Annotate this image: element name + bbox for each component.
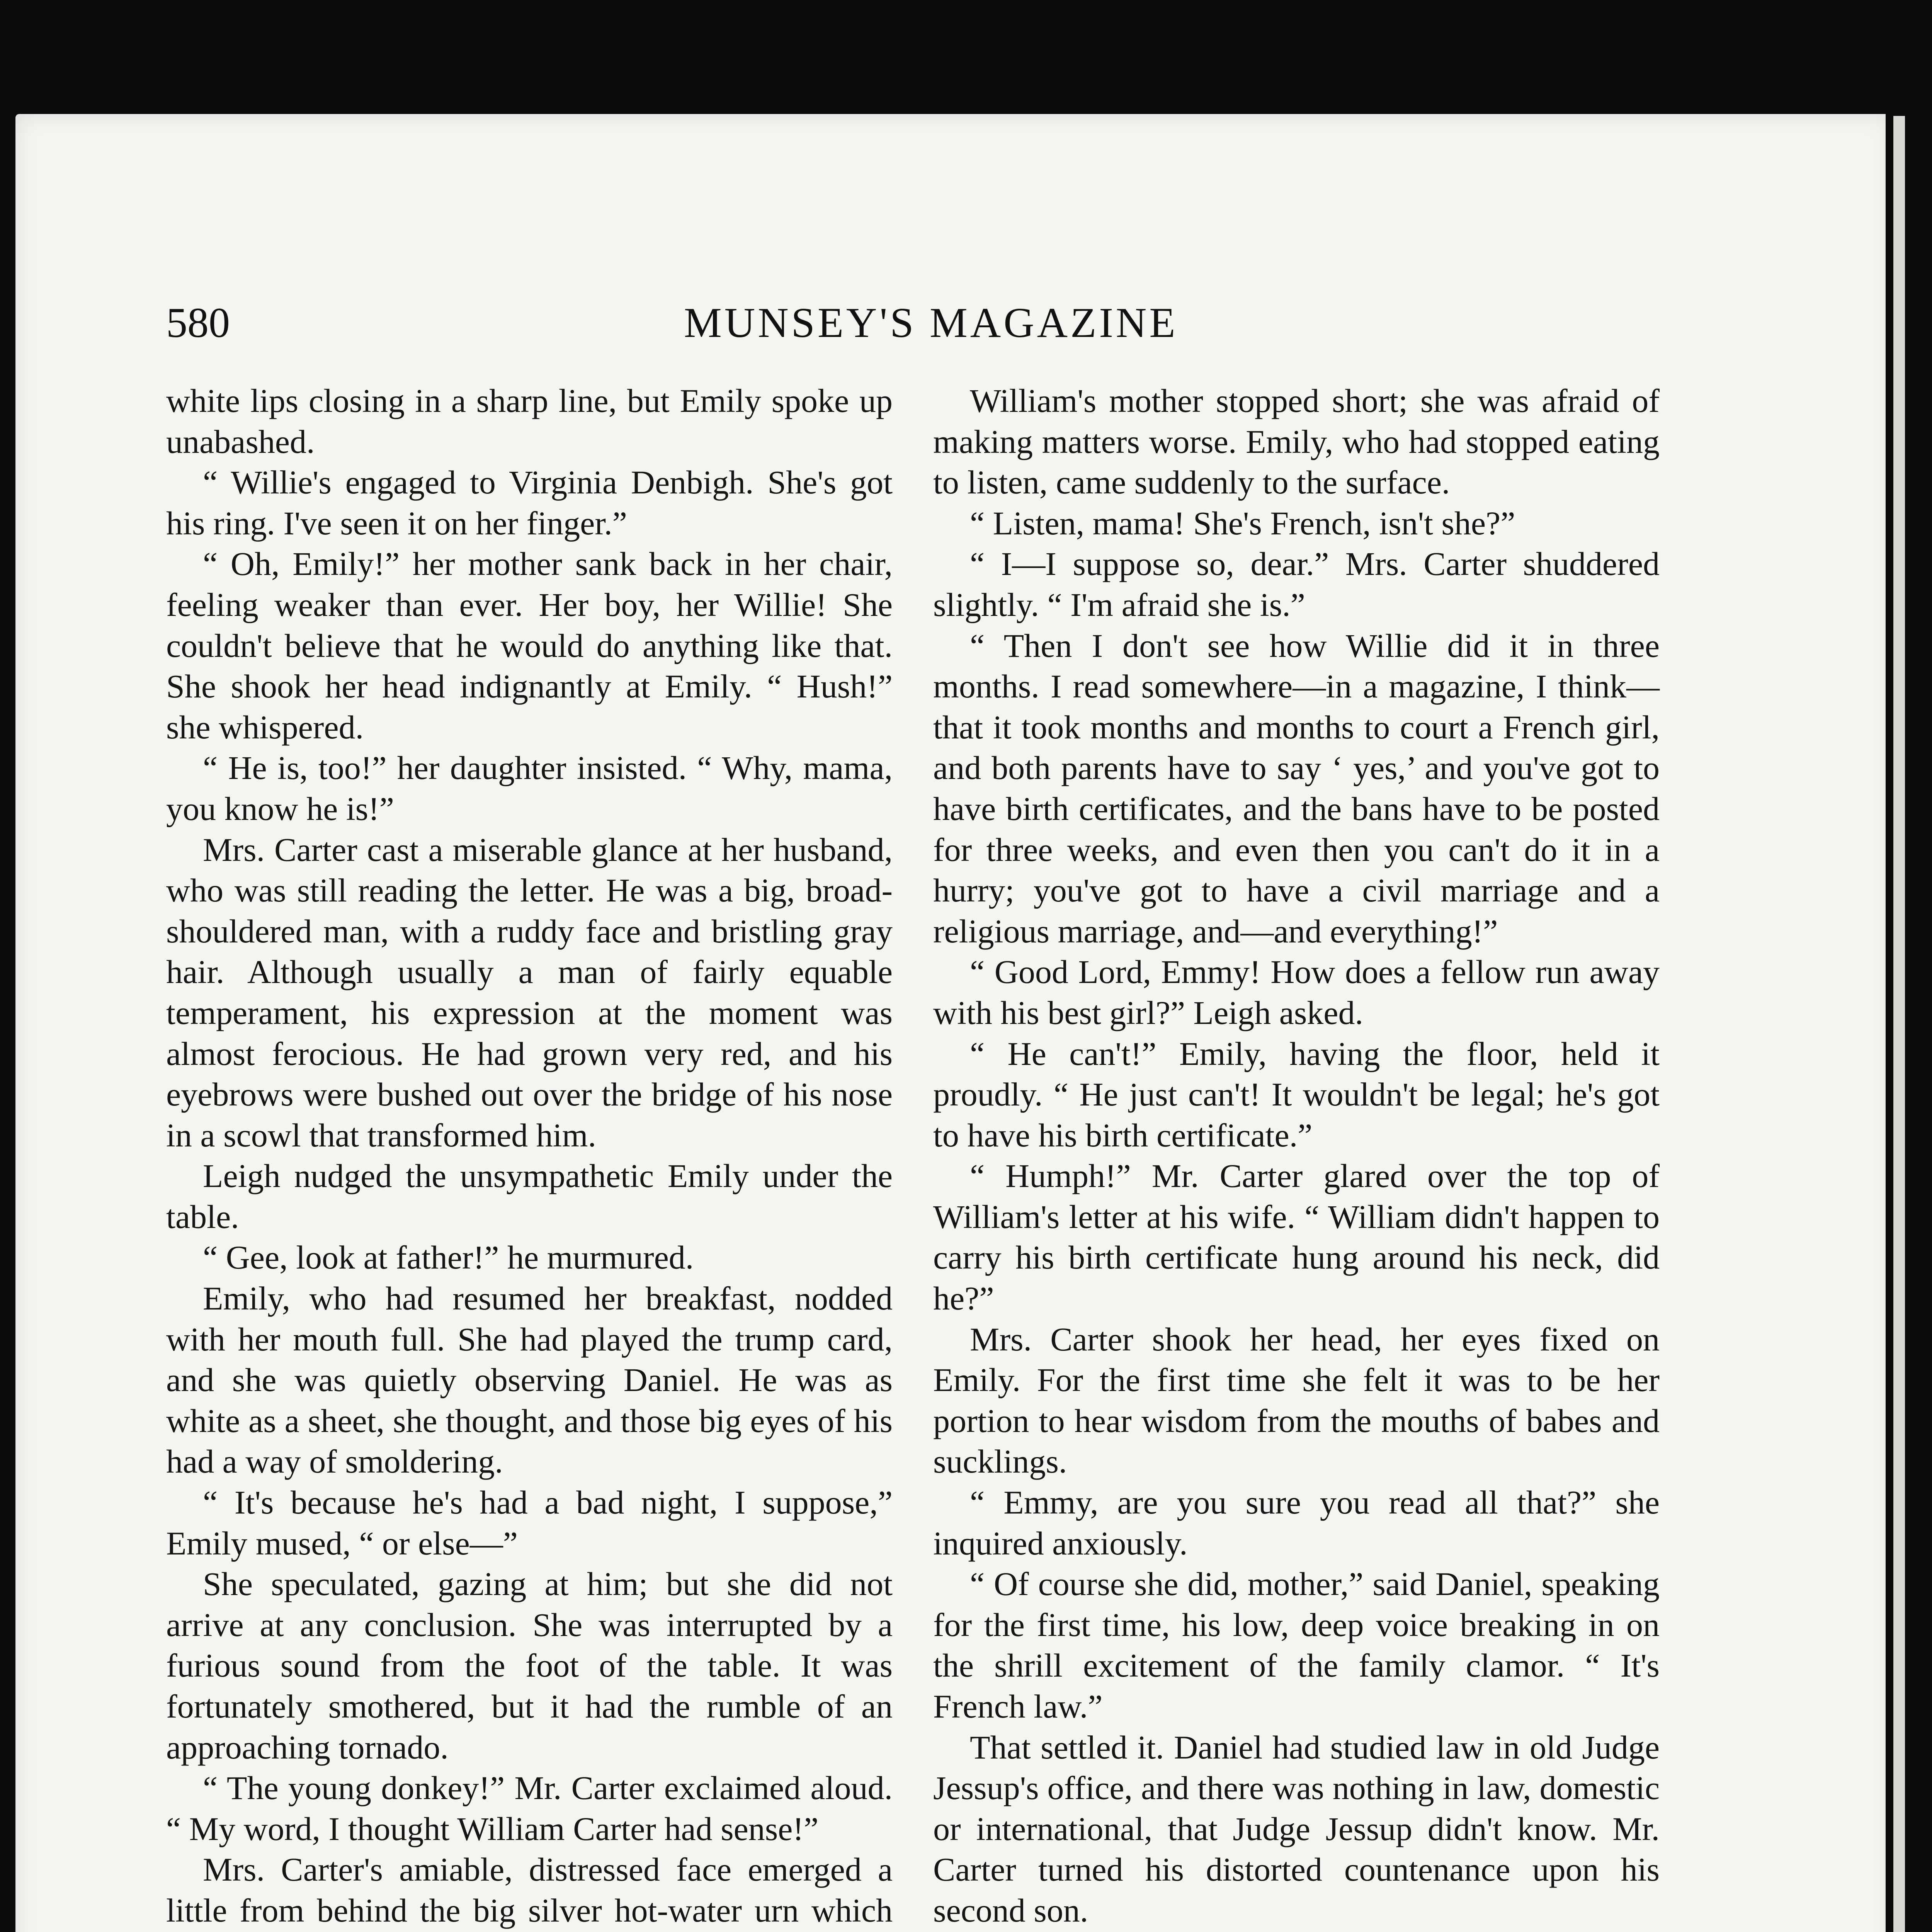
paragraph: Emily, who had resumed her breakfast, nodded with her mouth full. She had played the trump card, and she was quietly observing Daniel. He was as white as a sheet, she thought, and those big eyes of his had a way of smoldering. xyxy=(166,1280,893,1480)
paragraph: She speculated, gazing at him; but she did not arrive at any conclusion. She was interrupted by a furious sound from the foot of the table. It was fortunately smothered, but it had the rumble of an approaching tornado. xyxy=(166,1565,893,1766)
paragraph: “ Humph!” Mr. Carter glared over the top of William's letter at his wife. “ William didn't happen to carry his birth certificate hung around his neck, did he?” xyxy=(933,1157,1660,1317)
paragraph: Mrs. Carter's amiable, distressed face emerged a little from behind the big silver hot-water urn which xyxy=(166,1851,893,1929)
paragraph: Leigh nudged the unsympathetic Emily under the table. xyxy=(166,1157,893,1235)
paragraph: white lips closing in a sharp line, but Emily spoke up unabashed. xyxy=(166,382,893,460)
next-page-edge xyxy=(1893,116,1905,1932)
paragraph: “ He is, too!” her daughter insisted. “ Why, mama, you know he is!” xyxy=(166,749,893,827)
paragraph: “ Gee, look at father!” he murmured. xyxy=(203,1239,694,1276)
paragraph: “ Then I don't see how Willie did it in three months. I read somewhere—in a magazine, I think—that it took months and months to court a French girl, and both parents have to say ‘ yes,’ and you've got to have birth certificates, and the bans have to be posted for three weeks, and even then you can't do it in a hurry; you've got to have a civil marriage and a religious marriage, and—and everything!” xyxy=(933,627,1660,950)
paragraph: “ Emmy, are you sure you read all that?” she inquired anxiously. xyxy=(933,1484,1660,1562)
paragraph: “ Listen, mama! She's French, isn't she?” xyxy=(970,504,1515,542)
paragraph: “ Oh, Emily!” her mother sank back in her chair, feeling weaker than ever. Her boy, her Willie! She couldn't believe that he would do anything like that. She shook her head indignantly at Emily. “ Hush!” she whispered. xyxy=(166,545,893,746)
left-column xyxy=(166,381,893,1932)
paragraph: “ It's because he's had a bad night, I suppose,” Emily mused, “ or else—” xyxy=(166,1484,893,1562)
paragraph: That settled it. Daniel had studied law in old Judge Jessup's office, and there was nothing in law, domestic or international, that Judge Jessup didn't know. Mr. Carter turned his distorted countenance upon his second son. xyxy=(933,1728,1660,1929)
page-header xyxy=(166,292,1735,354)
paragraph: “ I—I suppose so, dear.” Mrs. Carter shuddered slightly. “ I'm afraid she is.” xyxy=(933,545,1660,623)
paragraph: “ Of course she did, mother,” said Daniel, speaking for the first time, his low, deep voice breaking in on the shrill excitement of the family clamor. “ It's French law.” xyxy=(933,1565,1660,1725)
paragraph: “ Willie's engaged to Virginia Denbigh. She's got his ring. I've seen it on her finger.” xyxy=(166,464,893,542)
paragraph: Mrs. Carter cast a miserable glance at her husband, who was still reading the letter. He was a big, broad-shouldered man, with a ruddy face and bristling gray hair. Although usually a man of fairly equable temperament, his expression at the moment was almost ferocious. He had grown very red, and his eyebrows were bushed out over the bridge of his nose in a scowl that transformed him. xyxy=(166,831,893,1154)
scan-border xyxy=(1886,108,1932,1932)
paragraph: “ Good Lord, Emmy! How does a fellow run away with his best girl?” Leigh asked. xyxy=(933,953,1660,1031)
running-title: MUNSEY'S MAGAZINE xyxy=(684,299,1178,346)
paragraph: “ He can't!” Emily, having the floor, held it proudly. “ He just can't! It wouldn't be legal; he's got to have his birth certificate.” xyxy=(933,1035,1660,1154)
paragraph: “ The young donkey!” Mr. Carter exclaimed aloud. “ My word, I thought William Carter had sense!” xyxy=(166,1769,893,1847)
paragraph: William's mother stopped short; she was afraid of making matters worse. Emily, who had stopped eating to listen, came suddenly to the surface. xyxy=(933,382,1660,501)
page-number: 580 xyxy=(166,299,230,346)
right-column xyxy=(933,381,1660,1932)
paragraph: Mrs. Carter shook her head, her eyes fixed on Emily. For the first time she felt it was to be her portion to hear wisdom from the mouths of babes and sucklings. xyxy=(933,1320,1660,1480)
